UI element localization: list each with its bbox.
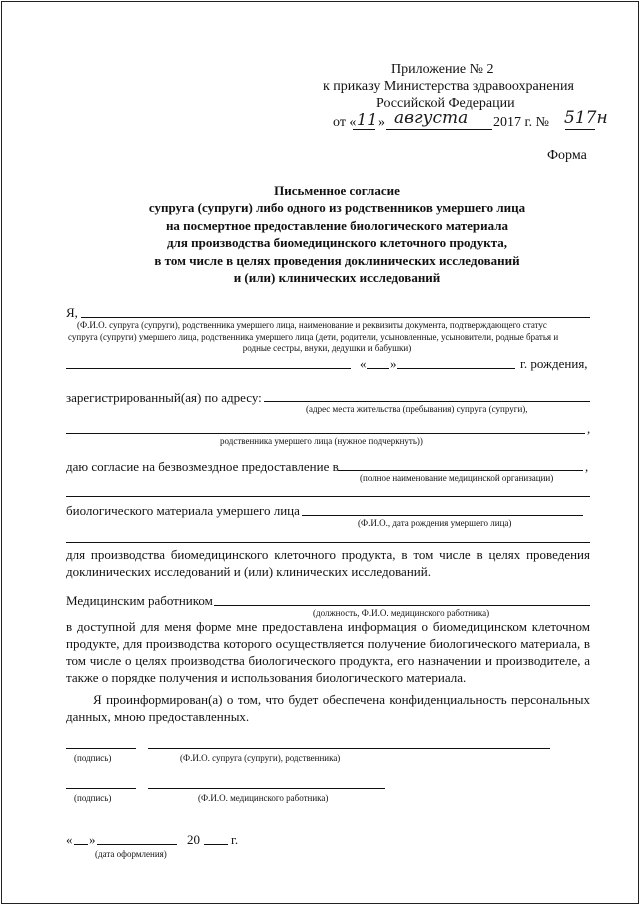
organization-comma: , — [585, 459, 589, 474]
confidentiality-line-2: данных, мною предоставленных. — [66, 709, 250, 724]
title-line-3: на посмертное предоставление биологического материала — [165, 218, 509, 233]
order-year-label: 2017 г. № — [493, 115, 550, 130]
applicant-note-3: родные сестры, внуки, дедушки и бабушки) — [242, 343, 412, 353]
applicant-note-2: супруга (супруги) умершего лица, родственника умершего лица (дети, родители, усыновленные, усыновители, родные братья и — [68, 332, 559, 342]
med-fio-label: (Ф.И.О. медицинского работника) — [198, 793, 329, 803]
form-label: Форма — [547, 148, 587, 163]
confidentiality-line-1: Я проинформирован(а) о том, что будет обеспечена конфиденциальность персональных — [93, 692, 590, 707]
dob-quote-close: » — [390, 356, 397, 371]
date-year-field[interactable] — [204, 844, 228, 845]
biomaterial-label: биологического материала умершего лица — [66, 503, 300, 518]
dob-month-field[interactable] — [397, 368, 515, 369]
med-signature-field[interactable] — [66, 788, 136, 789]
organization-note: (полное наименование медицинской организации) — [360, 473, 554, 483]
dob-quote-open: « — [360, 356, 367, 371]
deceased-note: (Ф.И.О., дата рождения умершего лица) — [358, 518, 512, 528]
order-day-handwritten: 11 — [357, 110, 378, 129]
order-date-prefix: от « — [333, 115, 357, 130]
dob-suffix: г. рождения, — [520, 356, 588, 371]
address-field[interactable] — [264, 401, 590, 402]
date-day-field[interactable] — [74, 844, 88, 845]
relative-signature-label: (подпись) — [74, 753, 112, 763]
federation-label: Российской Федерации — [376, 96, 515, 111]
info-line-3: том числе о целях производства биологического продукта, его назначении и производителе, а — [66, 653, 590, 668]
applicant-name-field[interactable] — [81, 317, 590, 318]
date-label: (дата оформления) — [95, 849, 167, 859]
document-page — [1, 1, 639, 904]
applicant-note-1: (Ф.И.О. супруга (супруги), родственника умершего лица, наименование и реквизиты документа, подтверждающего статус — [77, 320, 547, 330]
day-underline — [353, 129, 375, 130]
purpose-line-1: для производства биомедицинского клеточного продукта, в том числе в целях проведения — [66, 547, 590, 562]
date-quote-open: « — [66, 832, 73, 847]
order-month-handwritten: августа — [394, 108, 469, 128]
med-fio-field[interactable] — [148, 788, 385, 789]
registered-label: зарегистрированный(ая) по адресу: — [66, 390, 262, 405]
date-year-prefix: 20 — [187, 832, 200, 847]
deceased-field-2[interactable] — [66, 542, 590, 543]
date-year-suffix: г. — [231, 832, 239, 847]
info-line-2: продукте, для производства которого осуществляется получение биологического материала, в — [66, 636, 590, 651]
title-line-6: и (или) клинических исследований — [233, 270, 441, 285]
med-worker-field[interactable] — [214, 605, 590, 606]
month-underline — [386, 129, 492, 130]
title-line-2: супруга (супруги) либо одного из родственников умершего лица — [148, 200, 526, 215]
relative-fio-field[interactable] — [148, 748, 550, 749]
address-comma: , — [587, 421, 591, 436]
relative-fio-label: (Ф.И.О. супруга (супруги), родственника) — [180, 753, 341, 763]
info-line-1: в доступной для меня форме мне предоставлена информация о биомедицинском клеточном — [66, 619, 590, 634]
title-line-4: для производства биомедицинского клеточного продукта, — [166, 235, 508, 250]
info-line-4: также о порядке получения и использования биологического материала. — [66, 670, 467, 685]
organization-field[interactable] — [338, 470, 583, 471]
day-quote-close: » — [378, 115, 385, 130]
applicant-dob-field-1[interactable] — [66, 368, 351, 369]
date-quote-close: » — [89, 832, 96, 847]
deceased-field[interactable] — [302, 515, 583, 516]
organization-field-2[interactable] — [66, 496, 590, 497]
address-note: (адрес места жительства (пребывания) супруга (супруги), — [306, 404, 528, 414]
ya-label: Я, — [66, 305, 78, 320]
dob-day-field[interactable] — [367, 368, 389, 369]
purpose-line-2: доклинических исследований и (или) клинических исследований. — [66, 564, 431, 579]
date-month-field[interactable] — [97, 844, 177, 845]
med-worker-note: (должность, Ф.И.О. медицинского работника) — [313, 608, 490, 618]
consent-label: даю согласие на безвозмездное предоставление в — [66, 459, 339, 474]
med-worker-label: Медицинским работником — [66, 593, 213, 608]
appendix-label: Приложение № 2 — [391, 62, 494, 77]
order-label: к приказу Министерства здравоохранения — [323, 79, 574, 94]
number-underline — [565, 129, 595, 130]
title-line-1: Письменное согласие — [274, 183, 400, 198]
relative-signature-field[interactable] — [66, 748, 136, 749]
address-field-2[interactable] — [66, 433, 585, 434]
relative-note: родственника умершего лица (нужное подчеркнуть)) — [220, 436, 423, 446]
order-number-handwritten: 517н — [564, 108, 608, 128]
med-signature-label: (подпись) — [74, 793, 112, 803]
title-line-5: в том числе в целях проведения доклинических исследований — [154, 253, 520, 268]
